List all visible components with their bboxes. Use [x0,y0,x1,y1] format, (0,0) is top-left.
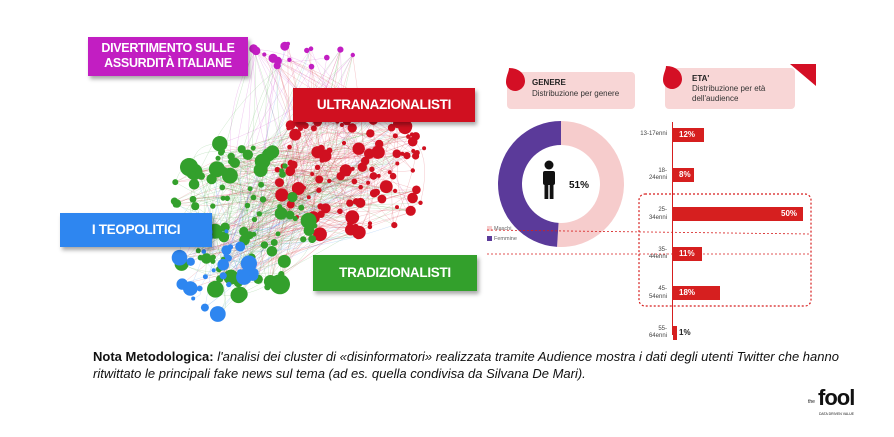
age-bar [673,326,677,340]
corner-triangle-icon [790,64,816,86]
cluster-label-divertimento: DIVERTIMENTO SULLE ASSURDITÀ ITALIANE [88,37,248,76]
cluster-label-tradizionalisti: TRADIZIONALISTI [313,255,477,291]
drop-icon [662,64,684,90]
age-label: 45- 54enni [648,286,667,300]
age-label: 25- 34enni [648,207,667,221]
genere-title: GENERE [532,78,566,87]
age-label: 55- 64enni [648,325,667,339]
legend-label: Maschi [494,226,512,232]
age-value-label: 8% [679,169,691,179]
age-label: 13-17enni [640,131,667,137]
logo-the: the [808,399,815,405]
note-label: Nota Metodologica [93,349,210,364]
age-value-label: 18% [679,288,696,297]
logo-tagline: DATA DRIVEN VALUE [819,412,855,416]
note-text: l'analisi dei cluster di «disinformatori» realizzata tramite Audience mostra i dati degli utenti Twitter che hanno ritwittato le principali fake news sul tema (ad es. quella condivisa da Silvana De Mari). [93,349,839,381]
drop-icon [505,66,527,92]
eta-title: ETA' [692,74,710,83]
eta-subtitle: Distribuzione per età dell'audience [692,84,766,103]
age-value-label: 1% [679,327,691,337]
logo-fool: fool [818,385,855,410]
age-value-label: 50% [781,209,798,218]
age-label: 35- 44enni [648,246,667,260]
cluster-label-teopolitici: I TEOPOLITICI [60,213,212,247]
person-icon [543,161,555,200]
age-value-label: 11% [679,248,695,258]
pie-center-label: 51% [569,180,590,191]
methodology-note: Nota Metodologica: l'analisi dei cluster di «disinformatori» realizzata tramite Audience mostra i dati degli utenti Twitter che hanno ritwittato le principali fake news sul tema (ad es. quella condivisa da Silvana De Mari). [93,349,839,381]
genere-subtitle: Distribuzione per genere [532,89,620,98]
age-label: 18- 24enni [648,167,667,181]
age-value-label: 12% [679,130,696,139]
cluster-label-ultranazionalisti: ULTRANAZIONALISTI [293,88,475,122]
connector-lines [487,228,894,258]
legend-label: Femmine [494,236,517,242]
